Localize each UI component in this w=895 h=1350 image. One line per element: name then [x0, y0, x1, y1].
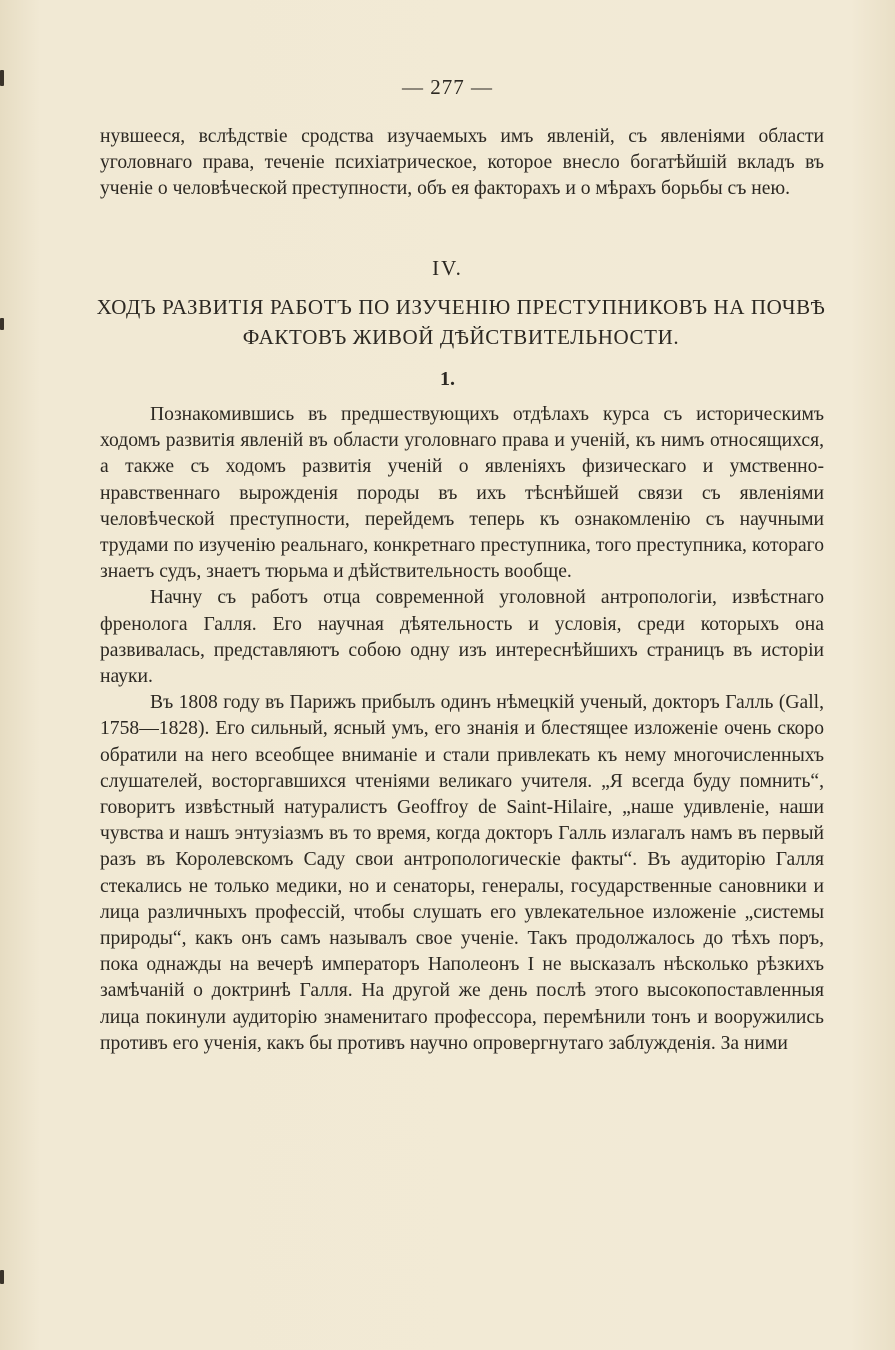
- intro-paragraph-block: [100, 124, 824, 203]
- body-text: [100, 402, 824, 1057]
- binding-mark: [0, 1270, 4, 1284]
- paragraph: Въ 1808 году въ Парижъ прибылъ одинъ нѣмецкій ученый, докторъ Галль (Gall, 1758—1828). Его сильный, ясный умъ, его знанія и блестящее изложеніе очень скоро обратили на него всеобщее вниманіе и стали привлекать къ нему многочисленныхъ слушателей, восторгавшихся чтеніями великаго учителя. „Я всегда буду помнить“, говоритъ извѣстный натуралистъ Geoffroy de Saint-Hilaire, „наше удивленіе, наши чувства и нашъ энтузіазмъ въ то время, когда докторъ Галль излагалъ намъ въ первый разъ въ Королевскомъ Саду свои антропологическіе факты“. Въ аудиторію Галля стекались не только медики, но и сенаторы, генералы, государственные сановники и лица различныхъ профессій, чтобы слушать его увлекательное изложеніе „системы природы“, какъ онъ самъ называлъ свое ученіе. Такъ продолжалось до тѣхъ поръ, пока однажды на вечерѣ императоръ Наполеонъ I не высказалъ нѣсколько рѣзкихъ замѣчаній о доктринѣ Галля. На другой же день послѣ этого высокопоставленныя лица покинули аудиторію знаменитаго профессора, перемѣнили тонъ и вооружились противъ его ученія, какъ бы противъ научно опровергнутаго заблужденія. За ними: [100, 692, 824, 1054]
- binding-mark: [0, 318, 4, 330]
- section-numeral: IV.: [432, 256, 463, 280]
- paragraph: Начну съ работъ отца современной уголовной антропологіи, извѣстнаго френолога Галля. Его научная дѣятельность и условія, среди которыхъ она развивалась, представляютъ собою одну изъ интереснѣйшихъ страницъ въ исторіи науки.: [100, 587, 824, 688]
- subsection-number: 1.: [440, 368, 455, 390]
- chapter-title: ХОДЪ РАЗВИТІЯ РАБОТЪ ПО ИЗУЧЕНІЮ ПРЕСТУПНИКОВЪ НА ПОЧВѢ ФАКТОВЪ ЖИВОЙ ДѢЙСТВИТЕЛЬНОСТИ.: [96, 295, 826, 349]
- intro-paragraph: нувшееся, вслѣдствіе сродства изучаемыхъ имъ явленій, съ явленіями области уголовнаго права, теченіе психіатрическое, которое внесло богатѣйшій вкладъ въ ученіе о человѣческой преступности, объ ея факторахъ и о мѣрахъ борьбы съ нею.: [100, 126, 824, 200]
- paragraph: Познакомившись въ предшествующихъ отдѣлахъ курса съ историческимъ ходомъ развитія явленій въ области уголовнаго права и ученій, къ нимъ относящихся, а также съ ходомъ развитія ученій о явленіяхъ физическаго и умственно-нравственнаго вырожденія породы въ ихъ тѣснѣйшей связи съ явленіями человѣческой преступности, перейдемъ теперь къ ознакомленію съ научными трудами по изученію реальнаго, конкретнаго преступника, того преступника, котораго знаетъ судъ, знаетъ тюрьма и дѣйствительность вообще.: [100, 404, 824, 583]
- page-number: — 277 —: [402, 75, 493, 99]
